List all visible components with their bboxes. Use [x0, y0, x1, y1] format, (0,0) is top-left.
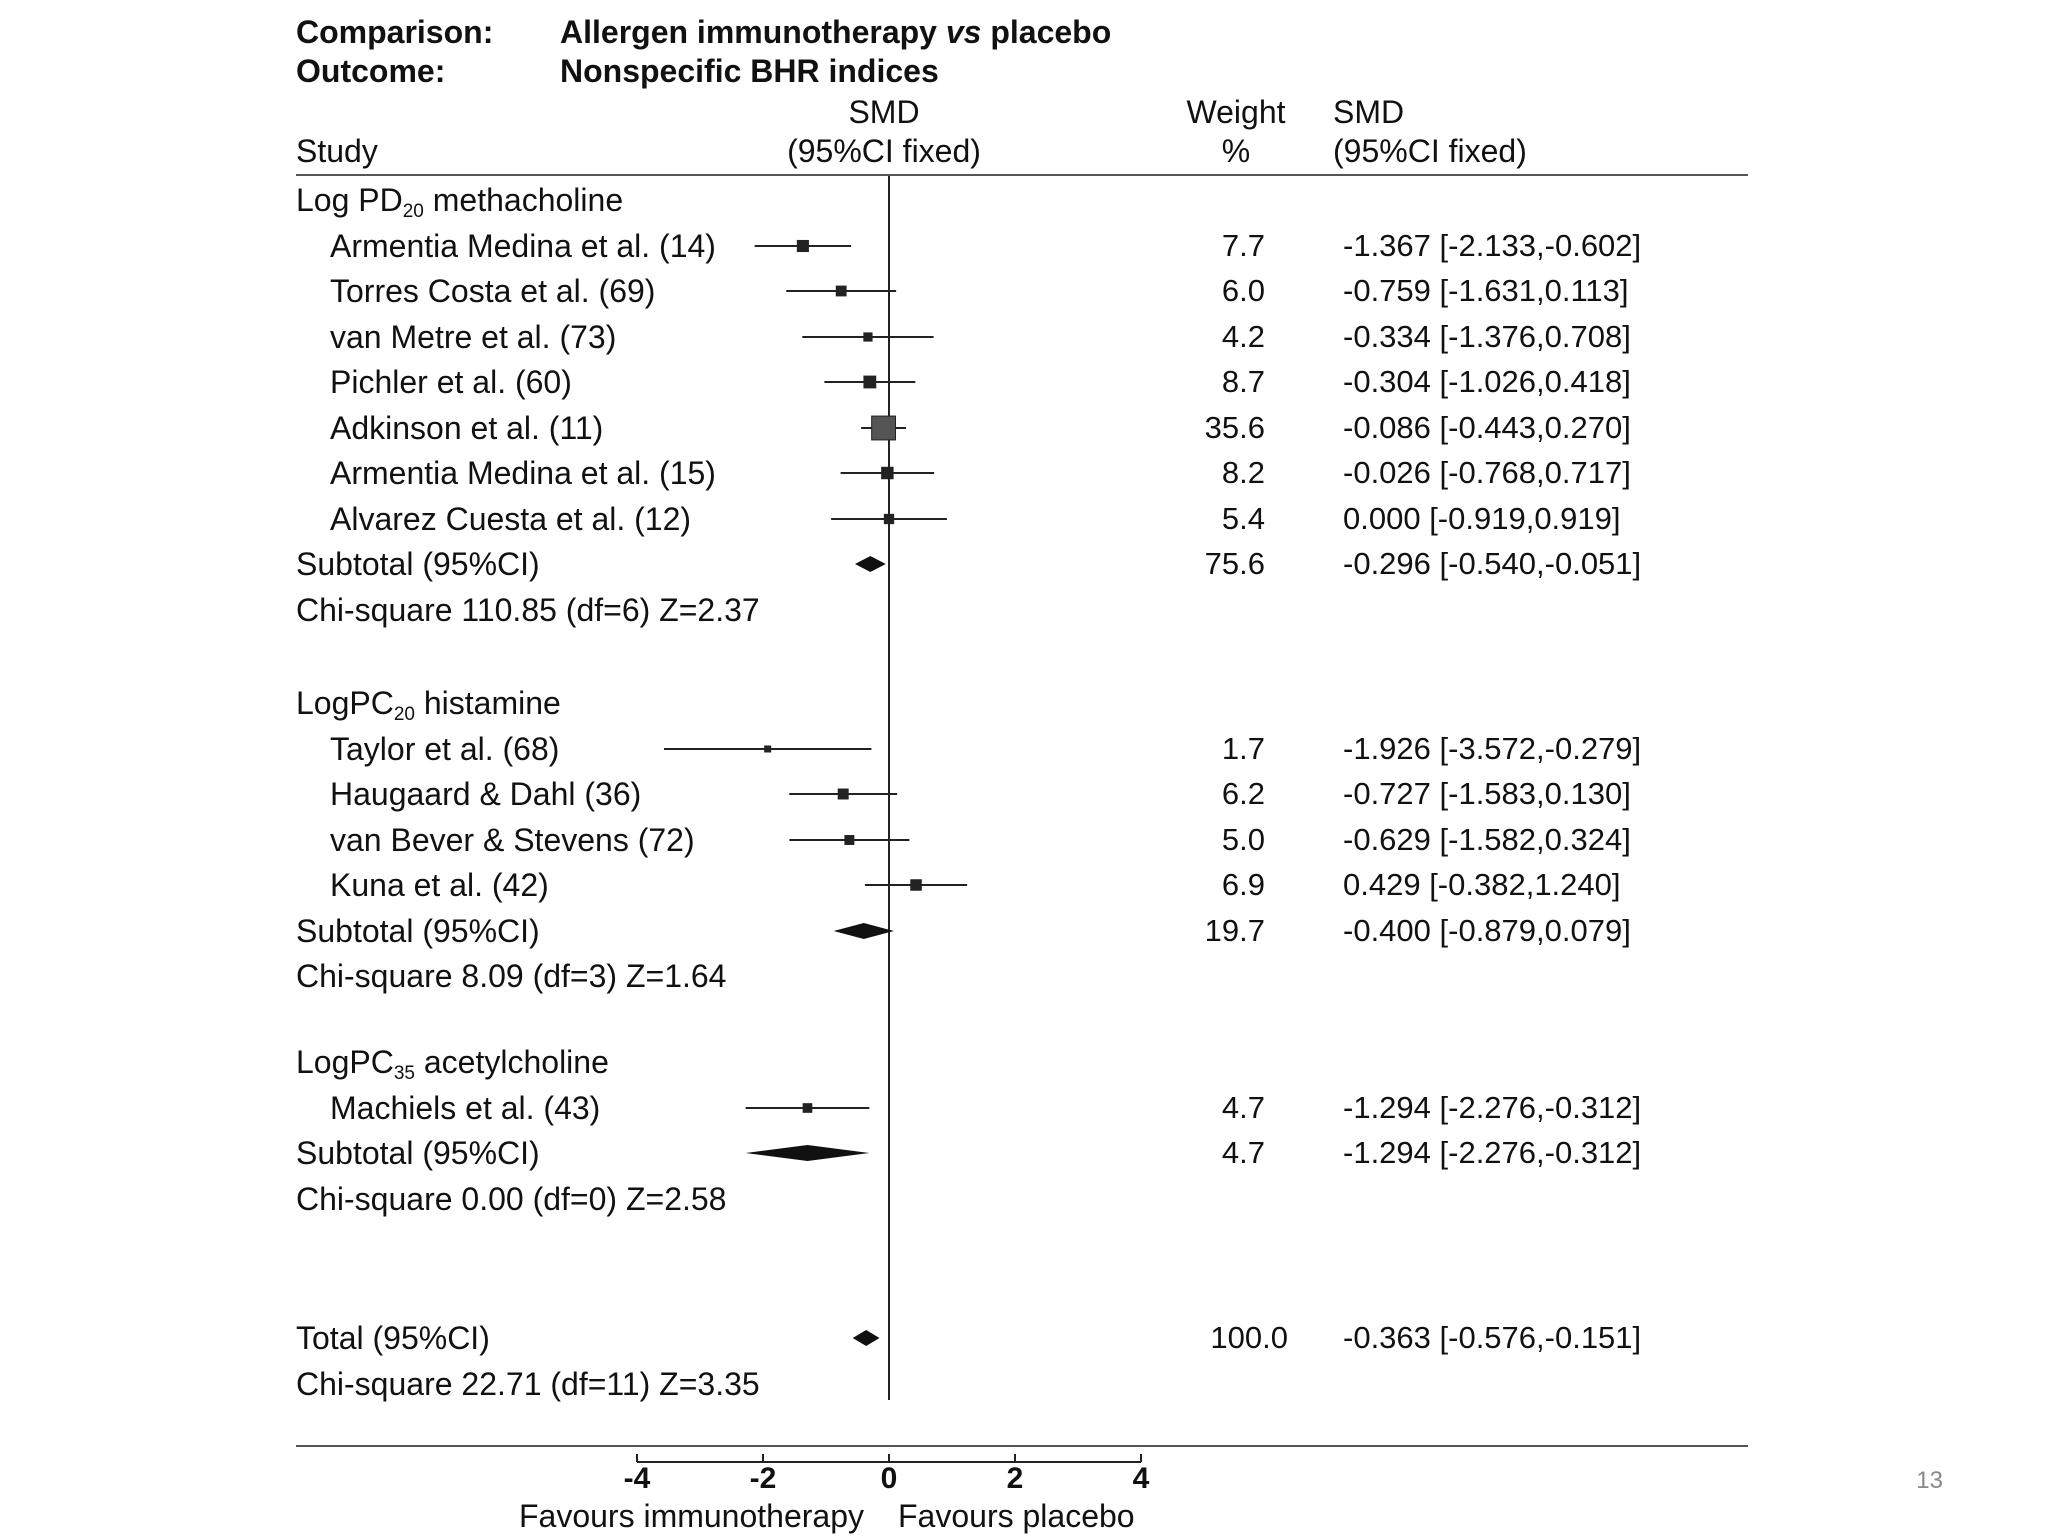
study-ci: -1.926 [-3.572,-0.279]: [1343, 731, 1642, 766]
study-ci: -1.294 [-2.276,-0.312]: [1343, 1090, 1642, 1125]
subtotal-diamond: [855, 556, 886, 572]
col-smd-2: (95%CI fixed): [1333, 133, 1527, 169]
group-name-sub: 20: [402, 201, 424, 222]
total-weight: 100.0: [1210, 1320, 1288, 1355]
study-ci: -1.367 [-2.133,-0.602]: [1343, 228, 1642, 263]
study-label: Taylor et al. (68): [330, 731, 560, 767]
subtotal-label: Subtotal (95%CI): [296, 913, 540, 949]
subtotal-diamond: [746, 1145, 870, 1161]
study-label: van Bever & Stevens (72): [330, 822, 695, 858]
study-weight: 4.2: [1221, 319, 1265, 354]
subtotal-weight: 75.6: [1204, 546, 1265, 581]
study-label: Armentia Medina et al. (15): [330, 455, 716, 491]
subtotal-label: Subtotal (95%CI): [296, 1135, 540, 1171]
study-label: Haugaard & Dahl (36): [330, 776, 642, 812]
total-diamond: [853, 1330, 880, 1346]
study-weight: 1.7: [1221, 731, 1265, 766]
study-ci: 0.000 [-0.919,0.919]: [1343, 501, 1621, 536]
study-weight: 5.4: [1221, 501, 1265, 536]
subtotal-label: Subtotal (95%CI): [296, 546, 540, 582]
col-study: Study: [296, 133, 378, 169]
study-ci: -0.334 [-1.376,0.708]: [1343, 319, 1631, 354]
subtotal-ci: -1.294 [-2.276,-0.312]: [1343, 1135, 1642, 1170]
total-ci: -0.363 [-0.576,-0.151]: [1343, 1320, 1642, 1355]
subtotal-ci: -0.296 [-0.540,-0.051]: [1343, 546, 1642, 581]
subtotal-weight: 4.7: [1221, 1135, 1265, 1170]
subtotal-weight: 19.7: [1204, 913, 1265, 948]
study-weight: 4.7: [1221, 1090, 1265, 1125]
study-weight: 6.9: [1221, 867, 1265, 902]
subtotal-diamond: [834, 923, 894, 939]
page-number: 13: [1916, 1467, 1943, 1494]
study-label: Alvarez Cuesta et al. (12): [330, 501, 692, 537]
study-label: Pichler et al. (60): [330, 364, 572, 400]
study-point: [882, 467, 893, 478]
col-smd-plot-1: SMD: [848, 94, 920, 130]
study-label: Machiels et al. (43): [330, 1090, 601, 1126]
study-point: [864, 376, 876, 388]
study-ci: -0.629 [-1.582,0.324]: [1343, 822, 1631, 857]
study-ci: -0.727 [-1.583,0.130]: [1343, 776, 1631, 811]
col-smd-plot-2: (95%CI fixed): [787, 133, 981, 169]
study-point: [884, 514, 893, 523]
group-stats: Chi-square 110.85 (df=6) Z=2.37: [296, 592, 760, 628]
study-point: [838, 789, 848, 799]
comparison-label: Comparison:: [296, 14, 494, 50]
study-point: [836, 286, 846, 296]
outcome-value: Nonspecific BHR indices: [560, 53, 939, 89]
outcome-label: Outcome:: [296, 53, 446, 89]
study-weight: 35.6: [1204, 410, 1265, 445]
study-point: [872, 416, 896, 440]
col-weight-2: %: [1221, 133, 1251, 169]
study-ci: 0.429 [-0.382,1.240]: [1343, 867, 1621, 902]
group-name-post: acetylcholine: [414, 1044, 609, 1080]
col-smd-1: SMD: [1333, 94, 1405, 130]
study-label: Adkinson et al. (11): [330, 410, 604, 446]
study-label: Kuna et al. (42): [330, 867, 549, 903]
study-ci: -0.086 [-0.443,0.270]: [1343, 410, 1631, 445]
col-weight-1: Weight: [1186, 94, 1286, 130]
study-weight: 8.7: [1221, 364, 1265, 399]
study-label: Armentia Medina et al. (14): [330, 228, 716, 264]
group-name-pre: Log PD: [296, 182, 403, 218]
total-label: Total (95%CI): [296, 1320, 490, 1356]
group-stats: Chi-square 0.00 (df=0) Z=2.58: [296, 1181, 727, 1217]
subtotal-ci: -0.400 [-0.879,0.079]: [1343, 913, 1631, 948]
study-point: [911, 880, 922, 891]
study-point: [803, 1104, 812, 1113]
study-point: [765, 746, 771, 752]
study-label: Torres Costa et al. (69): [330, 273, 656, 309]
study-ci: -0.759 [-1.631,0.113]: [1343, 273, 1629, 308]
study-ci: -0.304 [-1.026,0.418]: [1343, 364, 1631, 399]
favours-right-label: Favours placebo: [898, 1498, 1135, 1534]
study-weight: 5.0: [1221, 822, 1265, 857]
total-stats: Chi-square 22.71 (df=11) Z=3.35: [296, 1366, 760, 1402]
study-point: [864, 333, 872, 341]
group-name-sub: 20: [393, 704, 415, 725]
x-tick-label: -2: [749, 1462, 777, 1495]
study-weight: 8.2: [1221, 455, 1265, 490]
comparison-value-vs: vs: [945, 14, 982, 50]
study-point: [797, 240, 808, 251]
group-name-sub: 35: [393, 1063, 415, 1084]
comparison-value-a: Allergen immunotherapy: [560, 14, 937, 50]
group-name-post: methacholine: [423, 182, 624, 218]
x-tick-label: -4: [623, 1462, 651, 1495]
study-weight: 7.7: [1221, 228, 1265, 263]
x-tick-label: 0: [880, 1462, 898, 1495]
study-weight: 6.2: [1221, 776, 1265, 811]
favours-left-label: Favours immunotherapy: [518, 1498, 864, 1534]
group-name-post: histamine: [414, 685, 561, 721]
group-stats: Chi-square 8.09 (df=3) Z=1.64: [296, 958, 727, 994]
study-label: van Metre et al. (73): [330, 319, 617, 355]
x-tick-label: 4: [1132, 1462, 1150, 1495]
study-ci: -0.026 [-0.768,0.717]: [1343, 455, 1631, 490]
x-tick-label: 2: [1006, 1462, 1024, 1495]
group-name-pre: LogPC: [296, 685, 394, 721]
group-name-pre: LogPC: [296, 1044, 394, 1080]
study-weight: 6.0: [1221, 273, 1265, 308]
study-point: [845, 836, 854, 845]
comparison-value-b: placebo: [990, 14, 1112, 50]
